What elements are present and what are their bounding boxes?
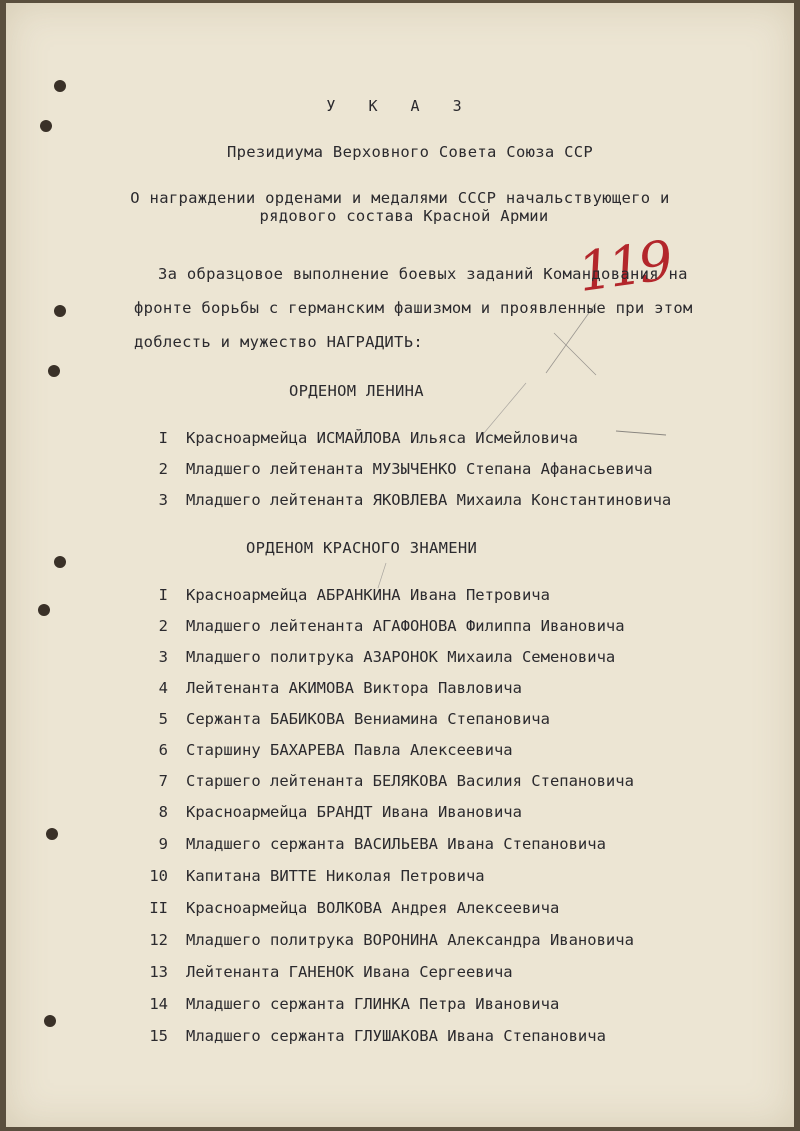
list-item: 10 Капитана ВИТТЕ Николая Петровича [149, 867, 485, 885]
list-item: 4 Лейтенанта АКИМОВА Виктора Павловича [158, 679, 522, 697]
document-page [6, 3, 794, 1127]
subject-line-2: рядового состава Красной Армии [259, 207, 549, 225]
list-item: II Красноармейца ВОЛКОВА Андрея Алексеевича [149, 899, 560, 917]
preamble-line-2: фронте борьбы с германским фашизмом и проявленные при этом [134, 299, 693, 317]
preamble-line-1: За образцовое выполнение боевых заданий Командования на [158, 265, 688, 283]
subject-line-1: О награждении орденами и медалями СССР начальствующего и [130, 189, 670, 207]
list-item: 2 Младшего лейтенанта МУЗЫЧЕНКО Степана Афанасьевича [158, 460, 653, 478]
list-item: 5 Сержанта БАБИКОВА Вениамина Степановича [158, 710, 550, 728]
preamble-line-3: доблесть и мужество НАГРАДИТЬ: [134, 333, 423, 351]
list-item: 3 Младшего политрука АЗАРОНОК Михаила Семеновича [158, 648, 616, 666]
list-item: I Красноармейца ИСМАЙЛОВА Ильяса Исмейловича [158, 429, 578, 447]
list-item: 2 Младшего лейтенанта АГАФОНОВА Филиппа Ивановича [158, 617, 625, 635]
list-item: 8 Красноармейца БРАНДТ Ивана Ивановича [158, 803, 522, 821]
document-title: У К А З [326, 97, 474, 115]
issuer-line: Президиума Верховного Совета Союза ССР [226, 143, 593, 161]
handwritten-number: 119 [574, 228, 674, 305]
section-heading-order-of-red-banner: ОРДЕНОМ КРАСНОГО ЗНАМЕНИ [246, 539, 478, 557]
list-item: 13 Лейтенанта ГАНЕНОК Ивана Сергеевича [149, 963, 513, 981]
list-item: 6 Старшину БАХАРЕВА Павла Алексеевича [158, 741, 513, 759]
list-item: 15 Младшего сержанта ГЛУШАКОВА Ивана Степановича [149, 1027, 606, 1045]
section-heading-order-of-lenin: ОРДЕНОМ ЛЕНИНА [289, 382, 424, 400]
list-item: 14 Младшего сержанта ГЛИНКА Петра Ивановича [149, 995, 560, 1013]
pencil-marks [6, 3, 794, 1127]
list-item: 12 Младшего политрука ВОРОНИНА Александра Ивановича [149, 931, 634, 949]
list-item: 7 Старшего лейтенанта БЕЛЯКОВА Василия Степановича [158, 772, 634, 790]
list-item: 9 Младшего сержанта ВАСИЛЬЕВА Ивана Степановича [158, 835, 606, 853]
list-item: I Красноармейца АБРАНКИНА Ивана Петровича [158, 586, 550, 604]
list-item: 3 Младшего лейтенанта ЯКОВЛЕВА Михаила Константиновича [158, 491, 672, 509]
